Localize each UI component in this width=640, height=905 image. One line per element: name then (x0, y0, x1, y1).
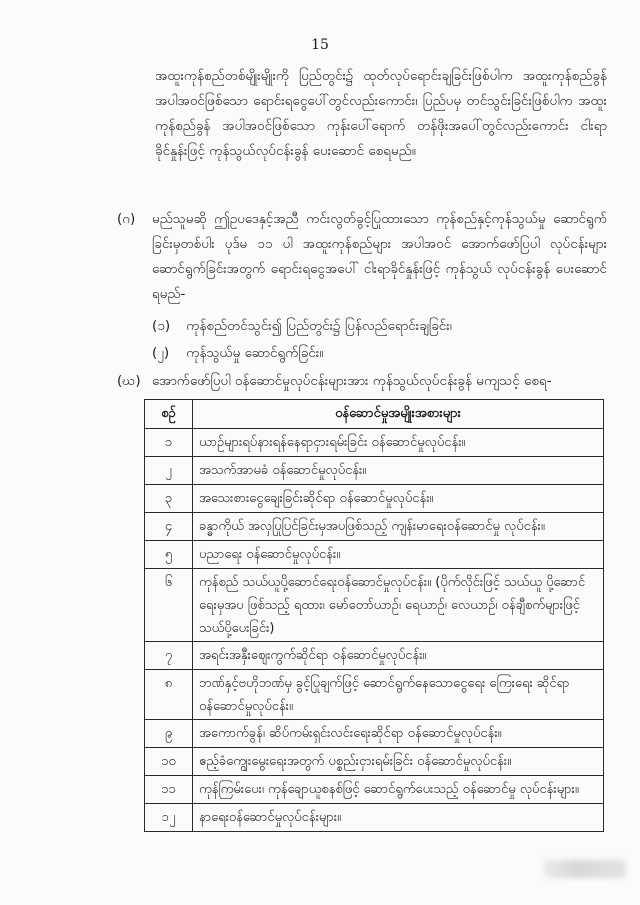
sub-item-text: ကုန်စည်တင်သွင်း၍ ပြည်တွင်း၌ ပြန်လည်ရောင်းချခြင်း၊ (186, 318, 452, 334)
row-text: ကုန်စည် သယ်ယူပို့ဆောင်ရေးဝန်ဆောင်မှုလုပ်ငန်း။ (ပိုက်လိုင်းဖြင့် သယ်ယူ ပို့ဆောင်ရေးမှအပ ဖြစ်သည့် ရထား၊ မော်တော်ယာဉ်၊ ရေယာဉ်၊ လေယာဉ်၊ ဝန်ချီစက်များဖြင့် သယ်ပို့ပေးခြင်း) (193, 569, 604, 642)
table-row (145, 485, 604, 513)
table-row (145, 642, 604, 670)
row-text: အရင်းအနှီး‌ဈေးကွက်ဆိုင်ရာ ဝန်ဆောင်မှုလုပ်ငန်း။ (193, 642, 604, 670)
table-row (145, 804, 604, 832)
row-number: ၂ (145, 457, 193, 485)
sub-item-number: (၂) (152, 345, 170, 361)
row-number: ၁၀ (145, 748, 193, 776)
table-row (145, 429, 604, 457)
clause-gha-number: (ဃ) (117, 373, 141, 389)
row-number: ၇ (145, 642, 193, 670)
row-number: ၄ (145, 513, 193, 541)
intro-paragraph: အထူးကုန်စည်တစ်မျိုးမျိုးကို ပြည်တွင်း၌ ထုတ်လုပ်ရောင်းချခြင်းဖြစ်ပါက အထူးကုန်စည်ခွန်အပါအဝင်ဖြစ်သော ရောင်းရငွေပေါ်တွင်လည်းကောင်း၊ ပြည်ပမှ တင်သွင်းခြင်းဖြစ်ပါက အထူးကုန်စည်ခွန် အပါအဝင်ဖြစ်သော ကုန်းပေါ်ရောက် တန်ဖိုးအပေါ်တွင်လည်းကောင်း ငါးရာခိုင်နှုန်းဖြင့် ကုန်သွယ်လုပ်ငန်းခွန် ပေးဆောင် စေရမည်။ (155, 68, 607, 159)
row-number: ၁ (145, 429, 193, 457)
header-serial: စဉ် (145, 400, 193, 429)
table-row (145, 720, 604, 748)
services-table (144, 399, 604, 832)
row-number: ၅ (145, 541, 193, 569)
header-service-type: ဝန်ဆောင်မှုအမျိုးအစားများ (193, 400, 604, 429)
sub-item-number: (၁) (152, 318, 171, 334)
row-text: ဘဏ်နှင့်ဗဟိုဘဏ်မှ ခွင့်ပြုချက်ဖြင့် ဆောင်ရွက်နေသောငွေရေး ကြေးရေး ဆိုင်ရာ ဝန်ဆောင်မှုလုပ်ငန်း။ (193, 670, 604, 720)
clause-gha-text: အောက်ဖော်ပြပါ ဝန်ဆောင်မှုလုပ်ငန်းများအား ကုန်သွယ်လုပ်ငန်းခွန် မကျသင့် စေရ- (152, 373, 552, 389)
row-text: အကောက်ခွန်၊ ဆိပ်ကမ်းရှင်းလင်းရေးဆိုင်ရာ ဝန်ဆောင်မှုလုပ်ငန်း။ (193, 720, 604, 748)
row-text: အသက်အာမခံ ဝန်ဆောင်မှုလုပ်ငန်း။ (193, 457, 604, 485)
clause-g-sub-item (152, 341, 323, 366)
row-text: အသေးစားငွေချေးခြင်းဆိုင်ရာ ဝန်ဆောင်မှုလုပ်ငန်း။ (193, 485, 604, 513)
row-text: နာရေးဝန်ဆောင်မှုလုပ်ငန်းများ။ (193, 804, 604, 832)
table-header-row (145, 400, 604, 429)
row-number: ၃ (145, 485, 193, 513)
row-text: ကုန်ကြမ်းပေး၊ ကုန်ချောယူစနစ်ဖြင့် ဆောင်ရွက်ပေးသည့် ဝန်ဆောင်မှု လုပ်ငန်းများ။ (193, 776, 604, 804)
table-row (145, 670, 604, 720)
row-number: ၁၁ (145, 776, 193, 804)
row-number: ၁၂ (145, 804, 193, 832)
clause-g-sub-item (152, 314, 452, 339)
row-number: ၈ (145, 670, 193, 720)
row-text: ဧည့်ခံကျွေးမွေးရေးအတွက် ပစ္စည်းငှားရမ်းခြင်း ဝန်ဆောင်မှုလုပ်ငန်း။ (193, 748, 604, 776)
sub-item-text: ကုန်သွယ်မှု ဆောင်ရွက်ခြင်း။ (186, 345, 324, 361)
table-row (145, 748, 604, 776)
row-text: ခန္ဓာကိုယ် အလှပြုပြင်ခြင်းမှအပဖြစ်သည့် ကျန်းမာရေးဝန်ဆောင်မှု လုပ်ငန်း။ (193, 513, 604, 541)
row-number: ၆ (145, 569, 193, 642)
row-number: ၉ (145, 720, 193, 748)
table-row (145, 457, 604, 485)
page-number: 15 (311, 37, 329, 53)
table-row (145, 541, 604, 569)
table-row (145, 569, 604, 642)
table-row (145, 513, 604, 541)
clause-g-text: မည်သူမဆို ဤဥပဒေနှင့်အညီ ကင်းလွတ်ခွင့်ပြုထားသော ကုန်စည်နှင့်ကုန်သွယ်မှု ဆောင်ရွက်ခြင်းမှတစ်ပါး ပုဒ်မ ၁၁ ပါ အထူးကုန်စည်များ အပါအဝင် အောက်ဖော်ပြပါ လုပ်ငန်းများဆောင်ရွက်ခြင်းအတွက် ရောင်းရငွေအပေါ် ငါးရာခိုင်နှုန်းဖြင့် ကုန်သွယ် လုပ်ငန်းခွန် ပေးဆောင်ရမည်- (152, 211, 607, 302)
watermark-smudge (544, 860, 626, 878)
row-text: ယာဉ်များရပ်နားရန်နေရာငှားရမ်းခြင်း ဝန်ဆောင်မှုလုပ်ငန်း။ (193, 429, 604, 457)
clause-g-number: (ဂ) (117, 211, 136, 227)
row-text: ပညာရေး ဝန်ဆောင်မှုလုပ်ငန်း။ (193, 541, 604, 569)
table-row (145, 776, 604, 804)
